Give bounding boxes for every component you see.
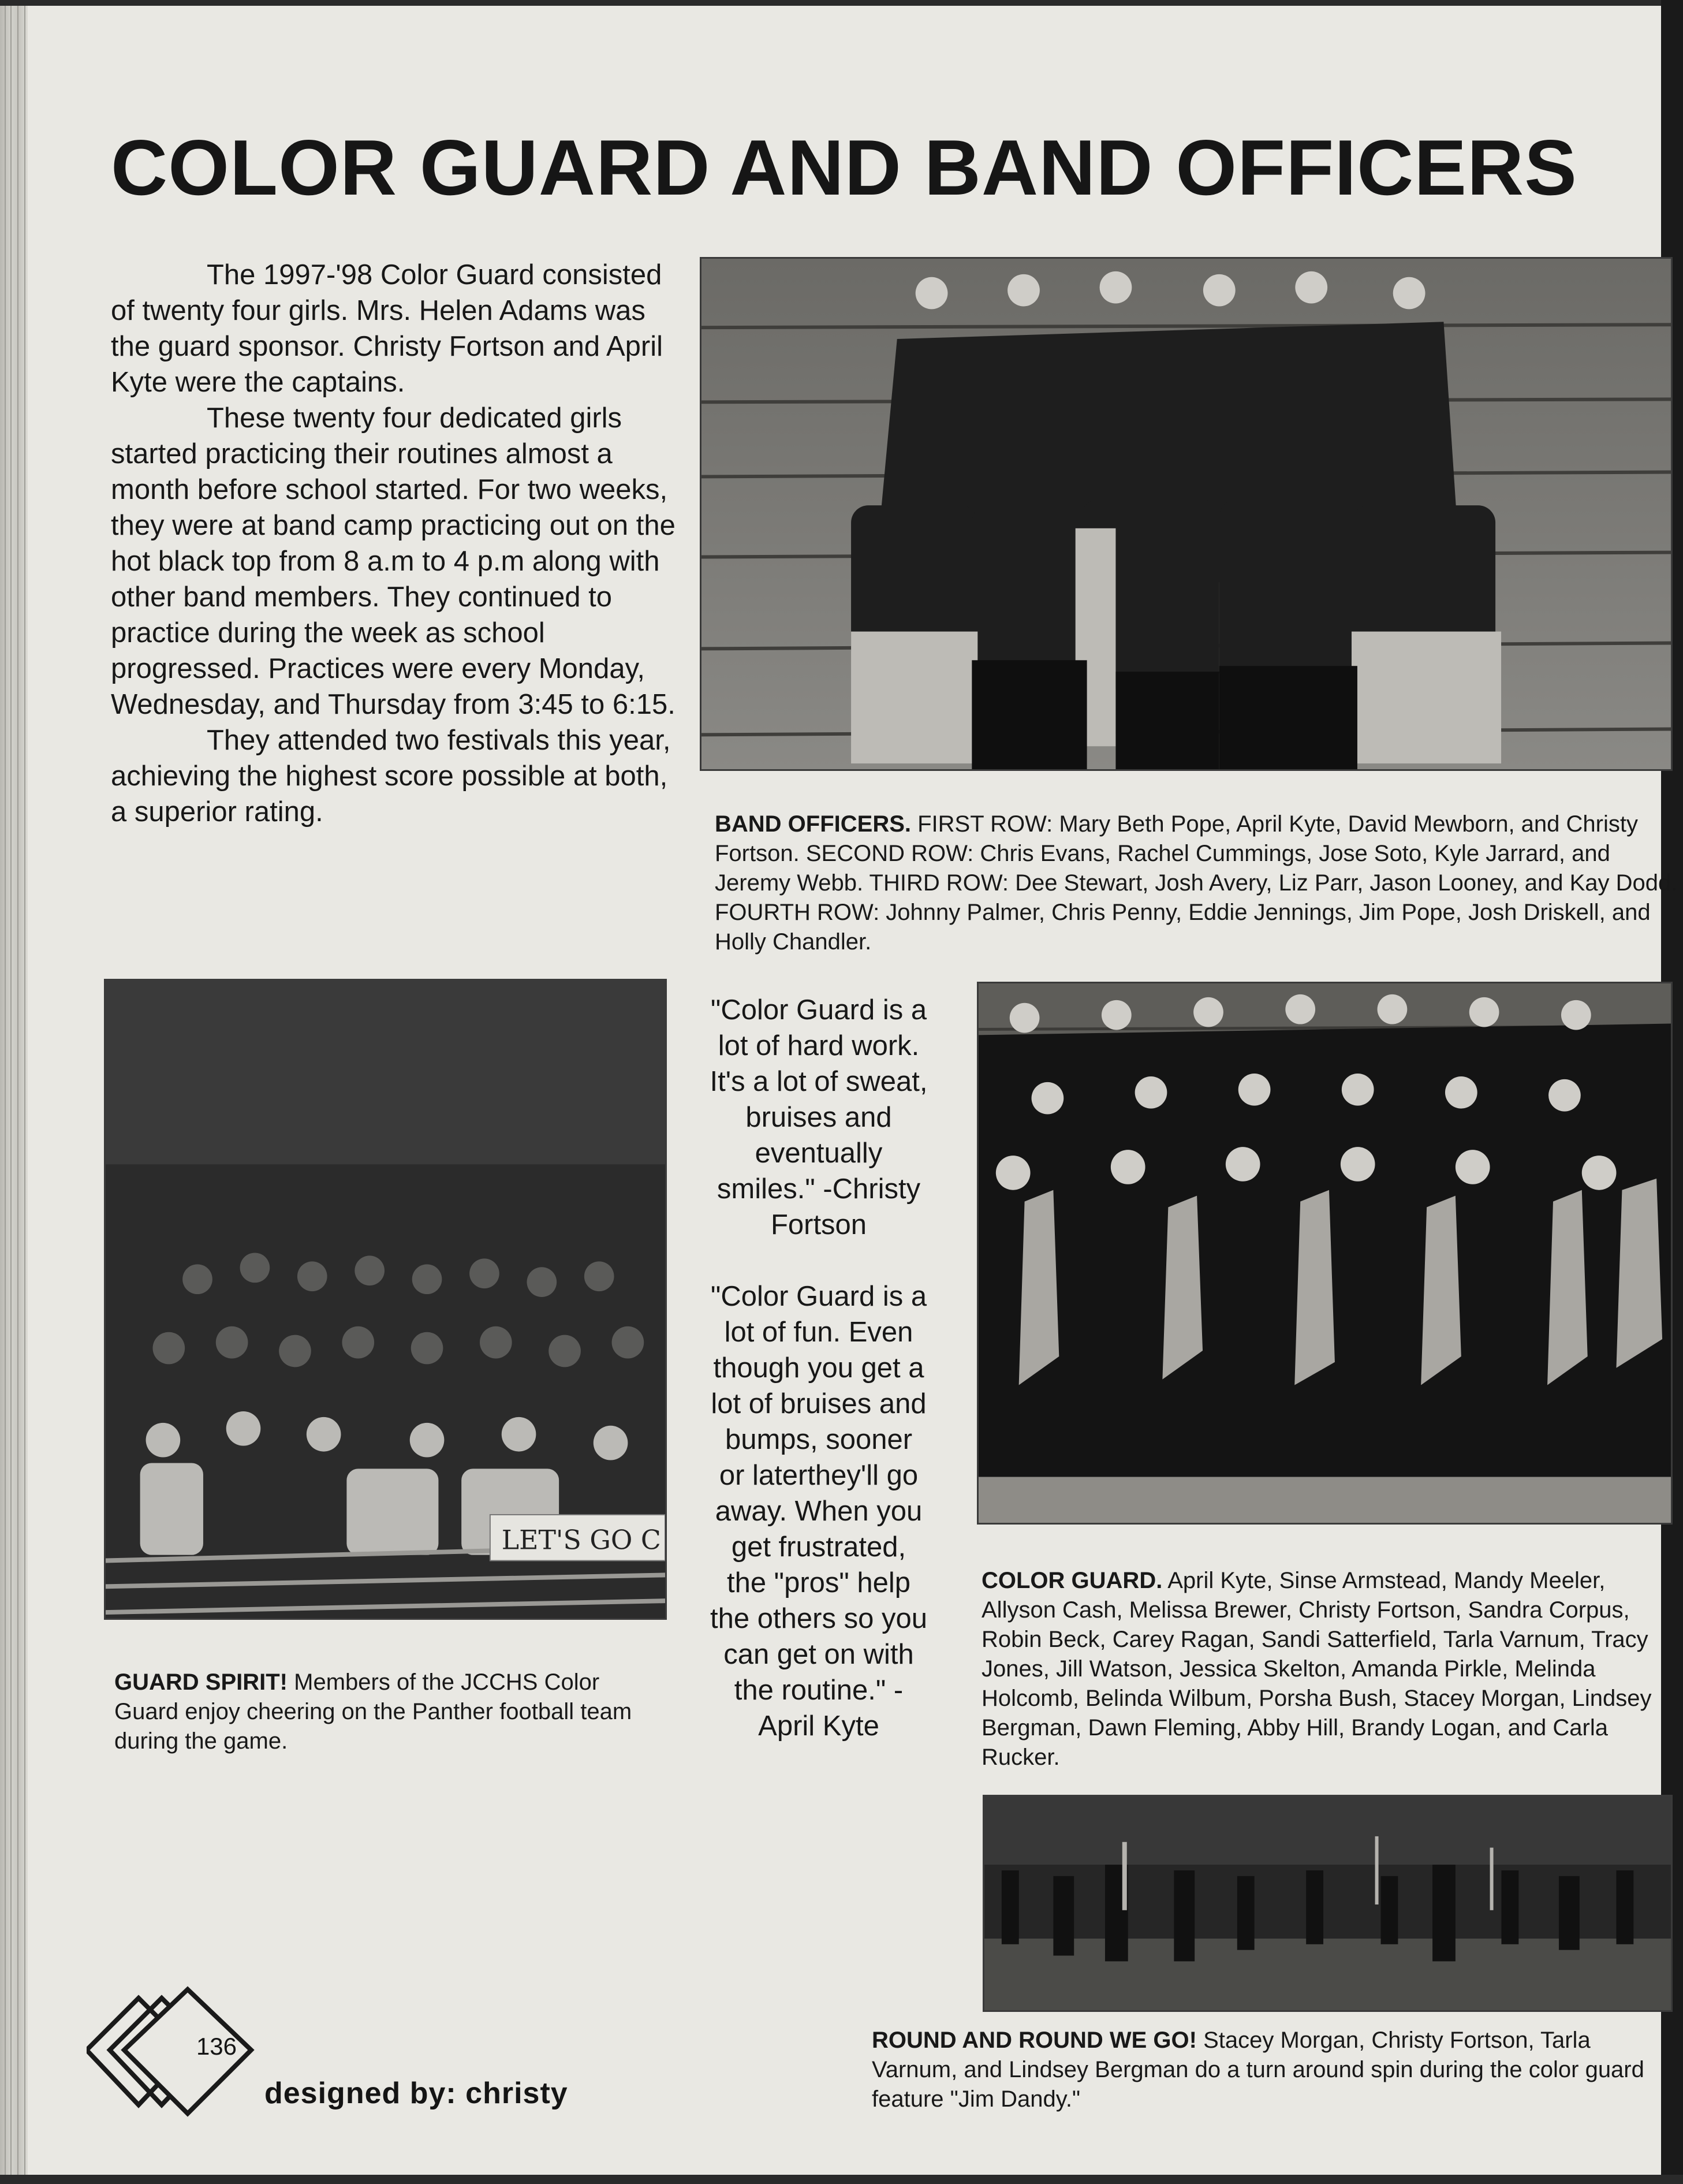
quote-april: "Color Guard is a lot of fun. Even though you get a lot of bruises and bumps, sooner or laterthey'll go away. When you get frustrated, the "pros" help the others so you can get on with the routine." -April Kyte [710,1281,927,1742]
intro-paragraph: They attended two festivals this year, achieving the highest score possible at both, a superior rating. [111,725,671,828]
caption-text: April Kyte, Sinse Armstead, Mandy Meeler, Allyson Cash, Melissa Brewer, Christy Fortson, Sandra Corpus, Robin Beck, Carey Ragan, Sandi Satterfield, Tarla Varnum, Tracy Jones, Jill Watson, Jessica Skelton, Amanda Pirkle, Melinda Holcomb, Belinda Wilbum, Porsha Bush, Stacey Morgan, Lindsey Bergman, Dawn Fleming, Abby Hill, Brandy Logan, and Carla Rucker. [982,1568,1652,1770]
caption-lead: BAND OFFICERS. [715,811,911,837]
banner-text: LET'S GO C [501,1525,661,1556]
scan-bottom-edge [0,2175,1683,2184]
caption-lead: ROUND AND ROUND WE GO! [872,2028,1197,2053]
intro-story [111,257,688,830]
color-guard-caption [982,1566,1674,1772]
designer-credit: designed by: christy [264,2077,568,2110]
band-officers-photo [700,257,1673,771]
scan-top-edge [0,0,1683,6]
band-officers-caption [715,810,1683,957]
caption-text: Members of the JCCHS Color Guard enjoy cheering on the Panther football team during the game. [114,1669,632,1754]
round-and-round-caption [872,2026,1669,2114]
quotes-column [709,992,928,1780]
guard-spirit-photo [104,979,667,1620]
page-number: 136 [196,2033,237,2060]
caption-text: FIRST ROW: Mary Beth Pope, April Kyte, David Mewborn, and Christy Fortson. SECOND ROW: Chris Evans, Rachel Cummings, Jose Soto, Kyle Jarrard, and Jeremy Webb. THIRD ROW: Dee Stewart, Josh Avery, Liz Parr, Jason Looney, and Kay Dodd. FOURTH ROW: Johnny Palmer, Chris Penny, Eddie Jennings, Jim Pope, Josh Driskell, and Holly Chandler. [715,811,1678,955]
page-binding [0,0,28,2184]
round-and-round-photo [983,1795,1673,2012]
page-title: COLOR GUARD AND BAND OFFICERS [111,124,1577,211]
intro-paragraph: These twenty four dedicated girls started practicing their routines almost a month before school started. For two weeks, they were at band camp practicing out on the hot black top from 8 a.m to 4 p.m along with other band members. They continued to practice during the week as school progressed. Practices were every Monday, Wednesday, and Thursday from 3:45 to 6:15. [111,402,676,720]
caption-lead: GUARD SPIRIT! [114,1669,288,1695]
caption-lead: COLOR GUARD. [982,1568,1163,1593]
guard-spirit-caption [114,1668,657,1756]
color-guard-photo [977,982,1673,1525]
caption-text: Stacey Morgan, Christy Fortson, Tarla Varnum, and Lindsey Bergman do a turn around spin during the color guard feature "Jim Dandy." [872,2028,1644,2112]
quote-christy: "Color Guard is a lot of hard work. It's a lot of sweat, bruises and eventually smiles." -Christy Fortson [710,994,928,1240]
intro-paragraph: The 1997-'98 Color Guard consisted of twenty four girls. Mrs. Helen Adams was the guard sponsor. Christy Fortson and April Kyte were the captains. [111,259,663,398]
